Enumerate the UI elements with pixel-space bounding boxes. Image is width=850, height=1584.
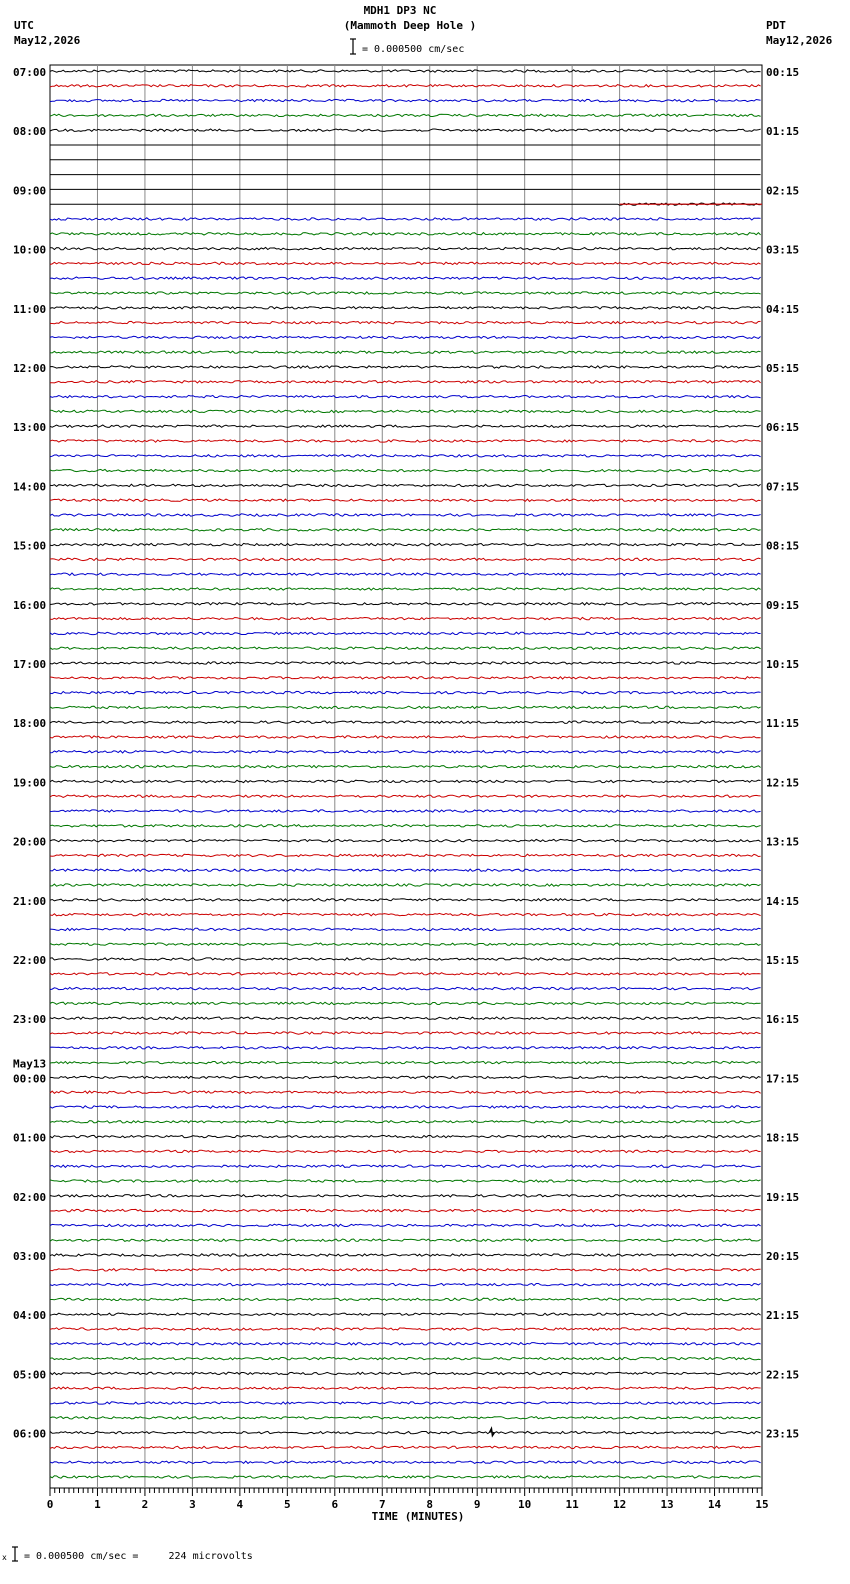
trace-row [50,721,761,723]
trace-row [50,1121,761,1123]
utc-hour-label: 23:00 [13,1013,47,1027]
trace-row [50,1402,761,1404]
pdt-hour-label: 22:15 [766,1368,800,1382]
right-timezone: PDT [766,19,786,32]
trace-row [50,1328,761,1330]
pdt-hour-label: 14:15 [766,894,800,908]
x-tick-label: 10 [518,1498,532,1511]
pdt-hour-label: 12:15 [766,776,800,790]
pdt-hour-label: 06:15 [766,421,800,435]
pdt-hour-label: 15:15 [766,954,800,967]
trace-row [50,1254,761,1256]
utc-hour-label: 01:00 [13,1131,47,1145]
x-tick-label: 11 [565,1498,579,1511]
pdt-hour-label: 13:15 [766,835,800,849]
utc-hour-label: 07:00 [13,66,47,79]
pdt-hour-label: 09:15 [766,598,800,612]
utc-hour-label: 11:00 [13,302,47,316]
trace-row [50,987,761,989]
utc-hour-label: 02:00 [13,1190,47,1204]
pdt-hour-label: 20:15 [766,1250,800,1263]
pdt-hour-label: 10:15 [766,658,800,671]
trace-row [50,1357,761,1359]
utc-hour-label: 20:00 [13,835,47,849]
trace-row [50,1372,761,1374]
utc-hour-label: 13:00 [13,421,47,435]
trace-row [50,351,761,353]
trace-row [50,1002,761,1004]
trace-row [50,292,761,294]
trace-row [50,543,761,545]
station-location: (Mammoth Deep Hole ) [343,19,477,32]
trace-row [50,277,761,279]
utc-hour-label: 09:00 [13,184,47,198]
scale-label: = 0.000500 cm/sec [362,44,465,55]
x-tick-label: 0 [46,1498,54,1511]
trace-row [50,691,761,693]
trace-row [50,99,761,101]
x-tick-label: 12 [612,1498,627,1511]
pdt-hour-label: 03:15 [766,243,800,257]
trace-row [50,765,761,767]
utc-hour-label: 22:00 [13,954,47,967]
pdt-hour-label: 00:15 [766,66,800,79]
trace-row [50,336,761,338]
x-tick-label: 9 [473,1498,481,1511]
utc-hour-label: 05:00 [13,1368,47,1382]
trace-row [50,617,761,619]
trace-row [50,499,761,501]
pdt-hour-label: 16:15 [766,1013,800,1027]
trace-row [50,247,761,249]
trace-row [50,1476,761,1478]
trace-row [50,514,761,516]
x-axis-label: TIME (MINUTES) [371,1510,465,1523]
trace-row [50,1343,761,1345]
utc-hour-label: 03:00 [13,1250,47,1263]
trace-row [50,854,761,856]
trace-row [50,484,761,486]
pdt-hour-label: 08:15 [766,539,800,553]
trace-row [50,647,761,649]
trace-row [50,884,761,886]
trace-row [50,603,761,605]
utc-hour-label: 14:00 [13,480,47,494]
utc-hour-label: 04:00 [13,1309,47,1323]
trace-row [50,1298,761,1300]
trace-row [50,1283,761,1285]
utc-hour-label: 21:00 [13,894,47,908]
trace-row [50,1106,761,1108]
footer-calibration: = 0.000500 cm/sec = 224 microvolts [24,1551,253,1562]
left-date: May12,2026 [14,34,81,47]
trace-row [50,588,761,590]
utc-hour-label: 12:00 [13,362,47,375]
trace-row [50,662,761,664]
pdt-hour-label: 01:15 [766,125,800,139]
x-tick-label: 1 [94,1498,101,1511]
trace-row [50,677,761,679]
trace-row [50,632,761,634]
utc-hour-label: 10:00 [13,243,47,257]
trace-row [50,839,761,841]
trace-row [50,795,761,797]
x-tick-label: 2 [141,1498,149,1511]
trace-row [50,218,761,220]
trace-row [50,1091,761,1093]
footer-marker: x [2,1553,7,1562]
trace-row [50,1165,761,1167]
trace-row [50,913,761,915]
trace-row [50,573,761,575]
trace-row [50,1150,761,1152]
utc-hour-label: 19:00 [13,776,47,790]
trace-row [50,1180,761,1182]
trace-row [50,1461,761,1463]
utc-hour-label: 17:00 [13,658,47,671]
trace-row [50,780,761,782]
utc-hour-label: 08:00 [13,125,47,139]
x-tick-label: 7 [378,1498,386,1511]
utc-hour-label: 00:00 [13,1072,47,1086]
x-tick-label: 8 [426,1498,434,1511]
trace-row [50,1135,761,1137]
pdt-hour-label: 17:15 [766,1072,800,1086]
x-tick-label: 6 [331,1498,339,1511]
trace-row [50,455,761,457]
trace-row [50,1047,761,1049]
pdt-hour-label: 11:15 [766,717,800,731]
trace-row [50,810,761,812]
trace-row [50,70,761,72]
trace-row [50,751,761,753]
left-timezone: UTC [14,19,34,32]
trace-row [50,1076,761,1078]
x-tick-label: 5 [284,1498,291,1511]
pdt-hour-label: 18:15 [766,1131,800,1145]
trace-row [50,1195,761,1197]
utc-hour-label: 18:00 [13,717,47,731]
x-tick-label: 3 [189,1498,196,1511]
trace-row [50,366,761,368]
trace-row [50,736,761,738]
trace-row [50,943,761,945]
trace-row [50,1313,761,1315]
footer-scale-bar-icon [9,1545,21,1563]
trace-row [50,1269,761,1271]
trace-row [50,1061,761,1063]
utc-hour-label: 16:00 [13,598,47,612]
trace-row [50,1431,761,1433]
trace-row [50,395,761,397]
trace-row [50,869,761,871]
trace-row [50,262,761,264]
pdt-hour-label: 23:15 [766,1427,800,1441]
trace-row [50,529,761,531]
trace-row [50,825,761,827]
trace-row [50,558,761,560]
trace-row [50,307,761,309]
trace-row [50,85,761,87]
trace-row [50,958,761,960]
trace-row [50,1032,761,1034]
utc-hour-label: 06:00 [13,1427,47,1441]
trace-row [50,1017,761,1019]
trace-row [50,899,761,901]
pdt-hour-label: 04:15 [766,302,800,316]
x-tick-label: 14 [707,1498,722,1511]
station-title: MDH1 DP3 NC [363,4,437,17]
trace-row [50,1417,761,1419]
trace-row [50,469,761,471]
trace-row [50,114,761,116]
x-tick-label: 15 [755,1498,769,1511]
trace-row [50,410,761,412]
trace-row [50,928,761,930]
trace-row [50,425,761,427]
trace-row [50,706,761,708]
trace-row [50,1209,761,1211]
pdt-hour-label: 02:15 [766,184,800,198]
trace-row [50,381,761,383]
trace-row [50,1387,761,1389]
pdt-hour-label: 07:15 [766,480,800,494]
trace-row [50,440,761,442]
pdt-hour-label: 19:15 [766,1190,800,1204]
x-tick-label: 4 [236,1498,244,1511]
trace-row [50,321,761,323]
trace-row [50,1446,761,1448]
pdt-hour-label: 21:15 [766,1309,800,1323]
utc-hour-label: 15:00 [13,539,47,553]
right-date: May12,2026 [766,34,833,47]
day-change-label: May13 [13,1057,47,1071]
trace-row [50,1239,761,1241]
x-tick-label: 13 [660,1498,674,1511]
trace-row [50,129,761,131]
trace-row [50,973,761,975]
trace-row [50,233,761,235]
pdt-hour-label: 05:15 [766,362,800,375]
trace-row [50,1224,761,1226]
